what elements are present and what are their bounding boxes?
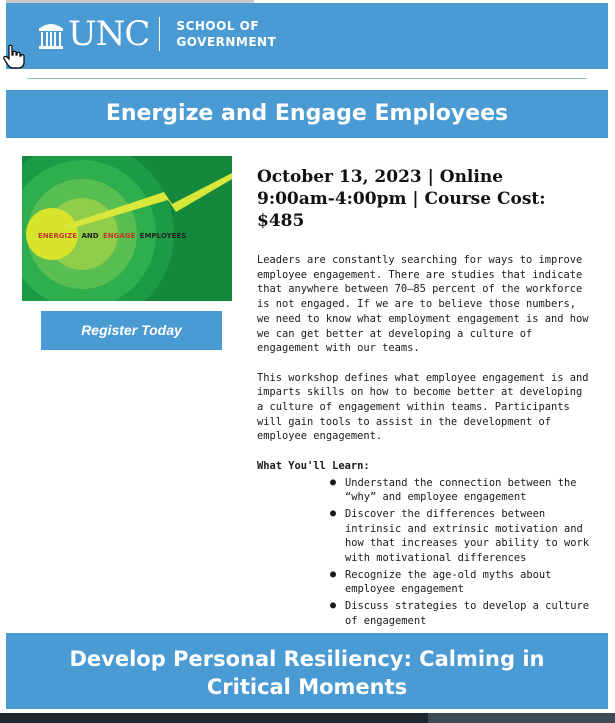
image-word-4: EMPLOYEES [139,232,187,240]
course-details [257,166,592,631]
divider-rule [27,78,587,79]
school-name [176,18,276,50]
bottom-bar-right [428,713,615,723]
bullet-icon: ● [330,476,337,488]
next-course-title[interactable] [6,633,608,709]
learn-item-text: Discover the differences between intrinsic and extrinsic motivation and how that increases your ability to work with motivational differences [345,507,589,565]
learn-item-text: Understand the connection between the “why” and employee engagement [345,476,577,504]
learn-heading: What You'll Learn: [257,459,370,472]
course-title: Energize and Engage Employees [6,90,608,138]
unc-logo[interactable] [38,14,277,54]
course-time-cost: 9:00am-4:00pm | Course Cost: $485 [257,189,546,231]
register-today-button[interactable]: Register Today [41,311,222,350]
hand-cursor-icon [3,44,25,70]
logo-divider [159,17,160,51]
header-banner [6,3,608,69]
bullet-icon: ● [330,507,337,519]
old-well-icon [38,19,64,49]
workshop-paragraph: This workshop defines what employee engagement is and imparts skills on how to become better at developing a culture of engagement within teams. Participants will gain tools to assist in the development of employee engagement. [257,371,589,443]
learn-item [327,476,592,505]
image-word-3: ENGAGE [103,232,136,240]
bullet-icon: ● [330,568,337,580]
course-date: October 13, 2023 | Online [257,167,504,187]
image-word-2: AND [81,232,99,240]
learn-item [327,568,592,597]
bullet-icon: ● [330,600,337,612]
next-course-line-1: Develop Personal Resiliency: Calming in [69,647,545,671]
school-line-1: SCHOOL OF [176,19,260,33]
energize-engage-image[interactable] [22,156,232,301]
learn-item [327,507,592,566]
school-line-2: GOVERNMENT [176,35,277,49]
learn-list [257,476,592,629]
svg-text:ENERGIZE AND ENGAGE [38,232,186,240]
logo-unc-text: UNC [68,14,150,54]
intro-paragraph: Leaders are constantly searching for ways to improve employee engagement. There are studies that indicate that anywhere between 70–85 percent of the workforce is not engaged. If we are to believe those numbers, we need to know what employment engagement is and how we can get better at developing a culture of engagement with our teams. [257,254,589,355]
learn-item-text: Recognize the age-old myths about employee engagement [345,568,552,596]
learn-item [327,599,592,628]
learn-item-text: Discuss strategies to develop a culture of engagement [345,600,589,627]
image-word-1: ENERGIZE [38,232,78,240]
next-course-line-2: Critical Moments [206,675,408,699]
